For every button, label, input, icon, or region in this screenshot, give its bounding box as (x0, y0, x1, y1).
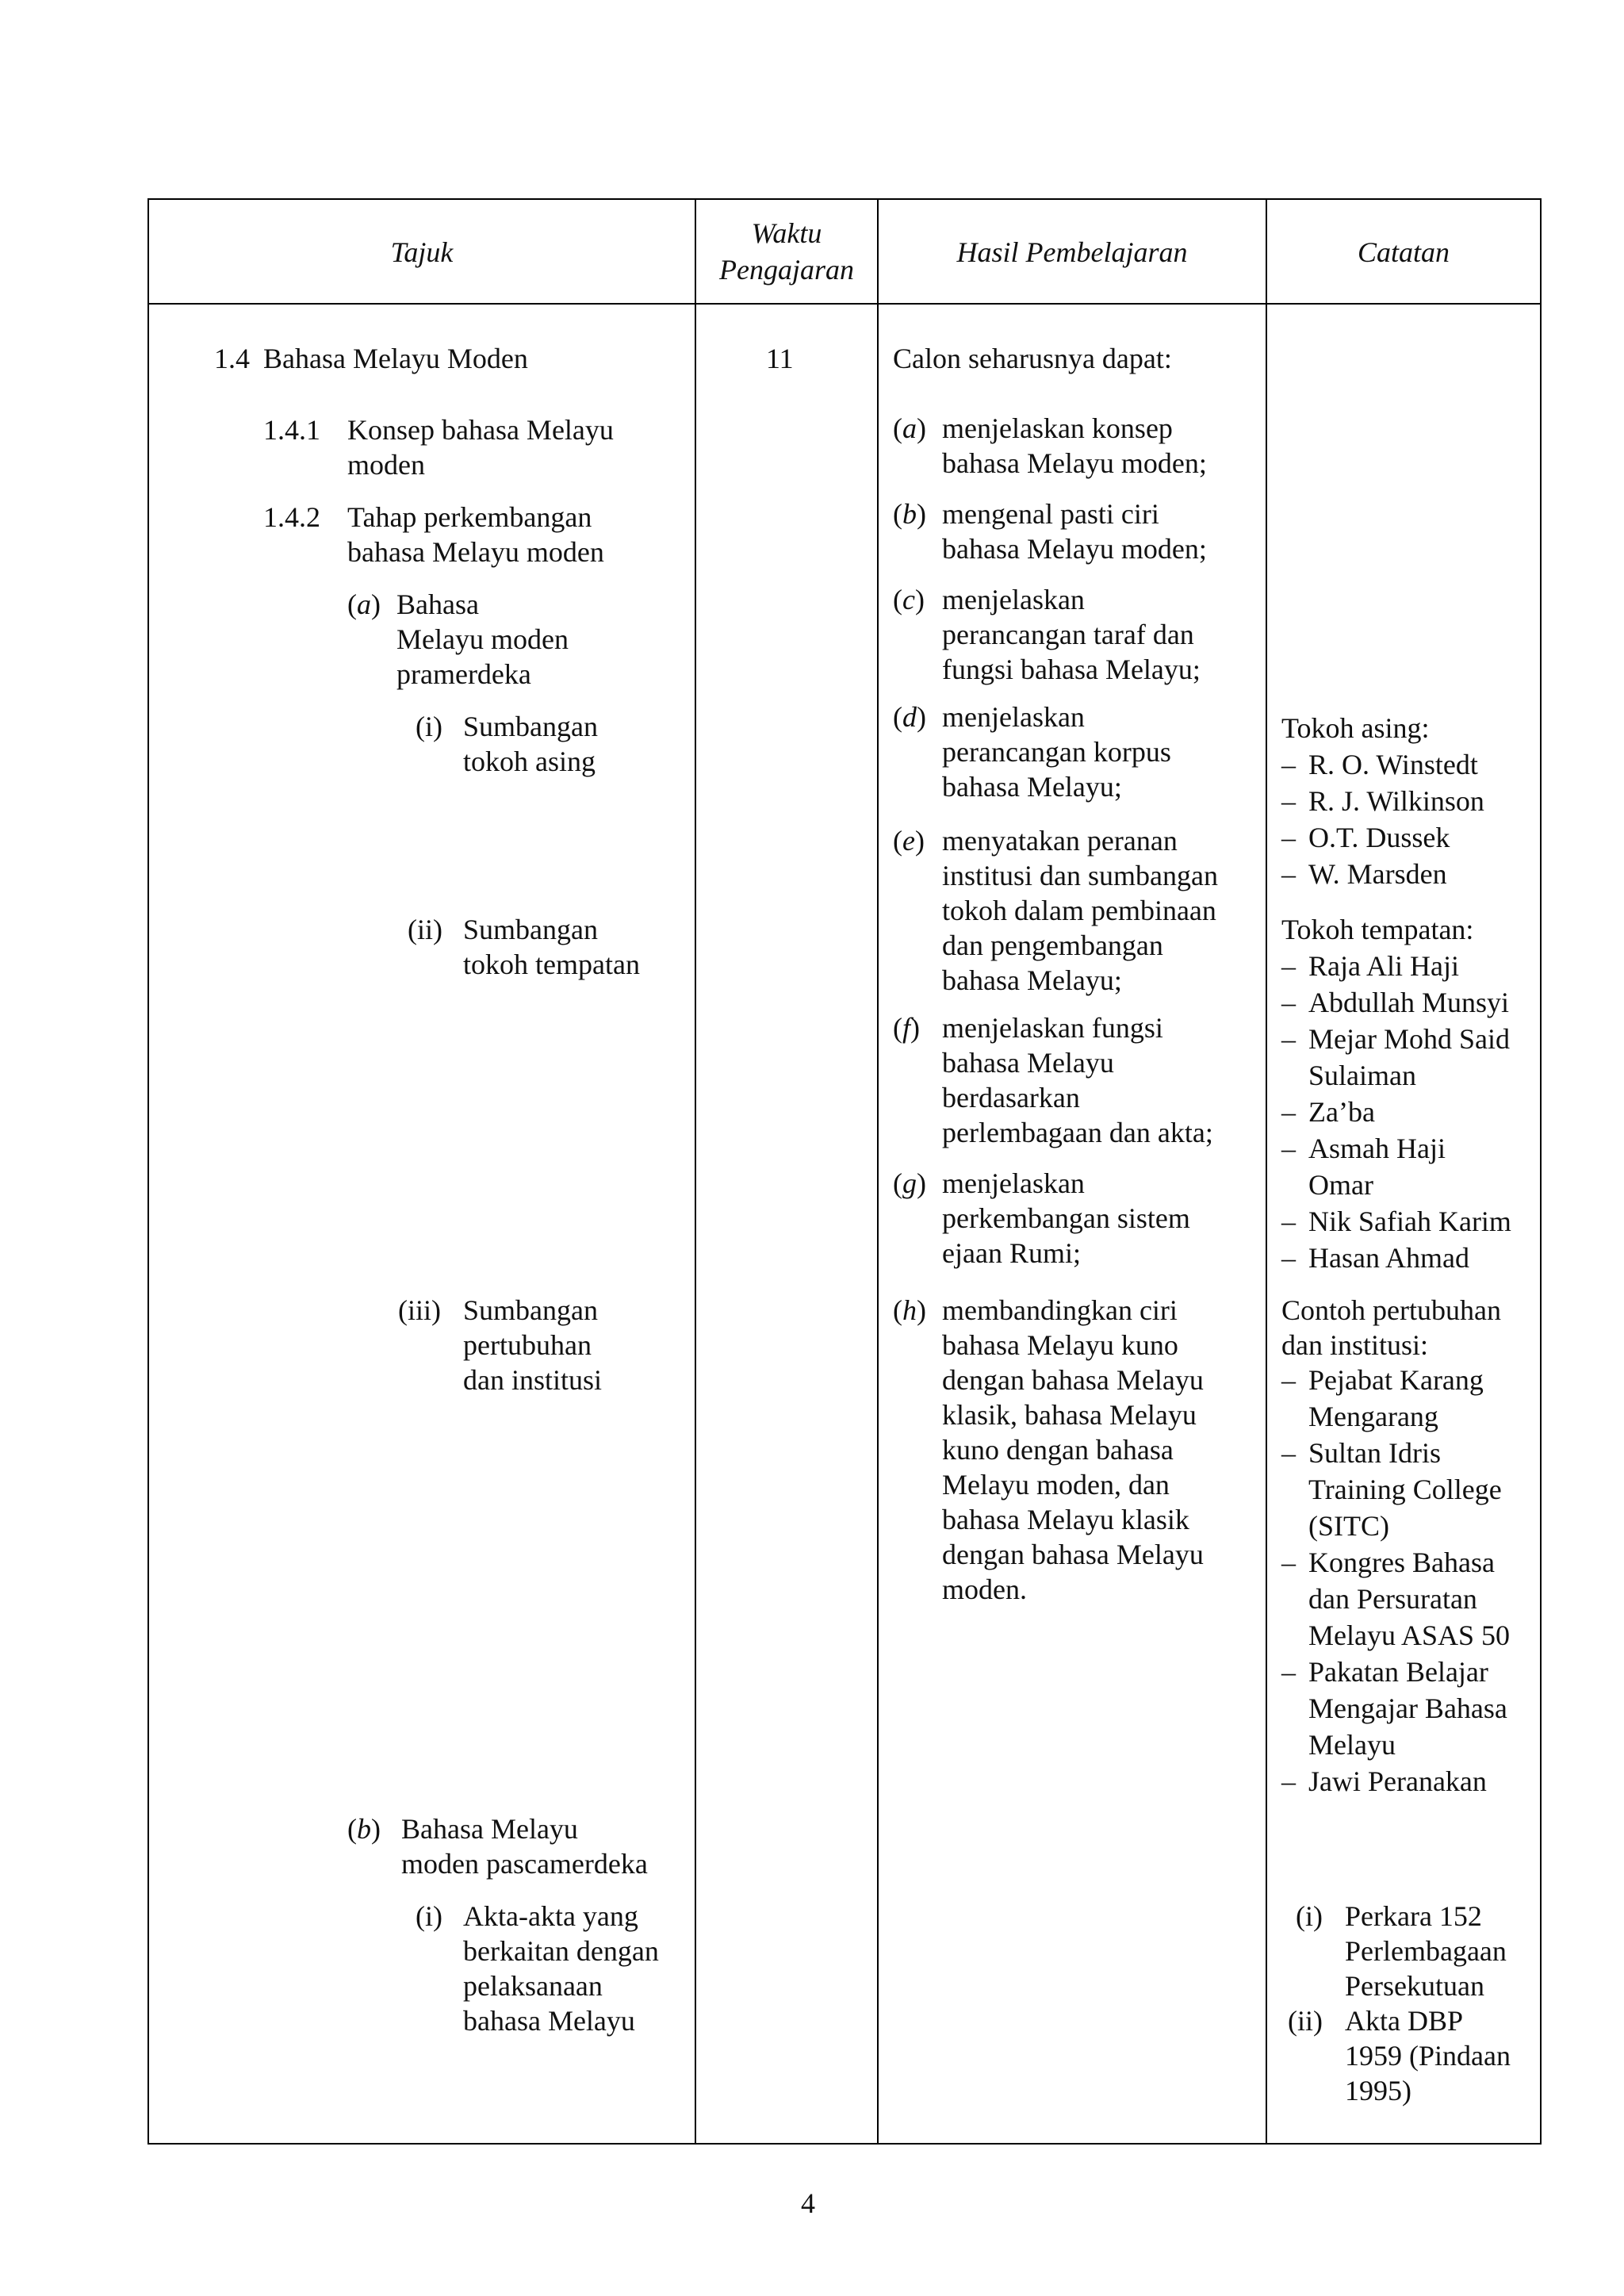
outcomes-intro: Calon seharusnya dapat: (893, 343, 1172, 374)
item-marker: (b) (347, 1813, 381, 1845)
subitem-marker: (i) (416, 711, 442, 742)
outcome-marker: (f) (893, 1012, 921, 1044)
outcome-text: perkembangan sistem (942, 1202, 1190, 1234)
notes-list-item: Melayu (1308, 1729, 1396, 1761)
notes-item: 1959 (Pindaan (1345, 2040, 1511, 2072)
outcome-text: tokoh dalam pembinaan (942, 895, 1216, 926)
outcome-text: moden. (942, 1573, 1027, 1605)
table-top-border (147, 198, 1542, 200)
notes-list-item: (SITC) (1308, 1510, 1389, 1542)
notes-list-item: – Hasan Ahmad (1308, 1240, 1469, 1275)
notes-heading: Tokoh tempatan: (1281, 914, 1474, 945)
header-waktu-line1: Waktu (751, 217, 822, 249)
notes-list-item: Omar (1308, 1169, 1373, 1201)
subitem-text: tokoh asing (463, 746, 596, 777)
subtopic-title: Konsep bahasa Melayu (347, 414, 614, 446)
outcome-marker: (b) (893, 498, 926, 530)
item-text: Bahasa Melayu (401, 1813, 578, 1845)
page-number: 4 (801, 2187, 815, 2219)
notes-list-item: – Nik Safiah Karim (1308, 1204, 1511, 1239)
notes-list-item: – Mejar Mohd Said (1308, 1022, 1510, 1056)
notes-list-item: – Abdullah Munsyi (1308, 985, 1509, 1020)
notes-marker: (ii) (1288, 2005, 1323, 2037)
outcome-marker: (a) (893, 412, 926, 444)
header-tajuk: Tajuk (390, 236, 454, 268)
outcome-text: menjelaskan (942, 1167, 1085, 1199)
outcome-marker: (e) (893, 825, 925, 857)
topic-title: Bahasa Melayu Moden (263, 343, 528, 374)
subitem-text: dan institusi (463, 1364, 603, 1396)
outcome-text: bahasa Melayu klasik (942, 1504, 1189, 1535)
outcome-text: perancangan korpus (942, 736, 1171, 768)
notes-list-item: – R. J. Wilkinson (1308, 784, 1484, 818)
outcome-text: dan pengembangan (942, 930, 1163, 961)
outcome-text: klasik, bahasa Melayu (942, 1399, 1197, 1431)
subitem-text: tokoh tempatan (463, 949, 640, 980)
table-right-border (1540, 198, 1542, 2145)
header-catatan: Catatan (1357, 236, 1450, 268)
subtopic-title: bahasa Melayu moden (347, 536, 604, 568)
notes-list-item: Mengajar Bahasa (1308, 1692, 1507, 1724)
notes-list-item: Sulaiman (1308, 1060, 1416, 1091)
notes-list-item: – Jawi Peranakan (1308, 1764, 1487, 1799)
notes-list-item: dan Persuratan (1308, 1583, 1477, 1615)
outcome-text: bahasa Melayu moden; (942, 447, 1207, 479)
notes-heading: Contoh pertubuhan (1281, 1294, 1501, 1326)
outcome-text: fungsi bahasa Melayu; (942, 654, 1201, 685)
subitem-text: berkaitan dengan (463, 1935, 659, 1967)
item-marker: (a) (347, 588, 381, 620)
notes-list-item: Melayu ASAS 50 (1308, 1619, 1511, 1651)
notes-list-item: – Raja Ali Haji (1308, 949, 1459, 983)
notes-list-item: – Pejabat Karang (1308, 1363, 1484, 1397)
notes-list-item: – Kongres Bahasa (1308, 1545, 1495, 1580)
notes-list-item: – O.T. Dussek (1308, 820, 1450, 855)
subitem-text: pertubuhan (463, 1329, 592, 1361)
outcome-text: menyatakan peranan (942, 825, 1178, 857)
item-text: moden pascamerdeka (401, 1848, 648, 1880)
outcome-text: bahasa Melayu (942, 1047, 1114, 1079)
notes-item: Akta DBP (1345, 2005, 1464, 2037)
teaching-hours: 11 (766, 343, 794, 374)
outcome-text: menjelaskan (942, 701, 1085, 733)
column-divider-1 (695, 198, 696, 2145)
notes-list-item: – R. O. Winstedt (1308, 747, 1478, 782)
outcome-text: dengan bahasa Melayu (942, 1539, 1204, 1570)
outcome-text: bahasa Melayu; (942, 771, 1122, 803)
outcome-text: ejaan Rumi; (942, 1237, 1081, 1269)
notes-list-item: Training College (1308, 1474, 1502, 1505)
item-text: Bahasa (396, 588, 479, 620)
subitem-text: Akta-akta yang (463, 1900, 638, 1932)
outcome-text: perancangan taraf dan (942, 619, 1194, 650)
column-divider-2 (877, 198, 879, 2145)
notes-item: Persekutuan (1345, 1970, 1484, 2002)
table-bottom-border (147, 2143, 1542, 2145)
outcome-text: bahasa Melayu moden; (942, 533, 1207, 565)
outcome-marker: (c) (893, 584, 925, 615)
outcome-text: berdasarkan (942, 1082, 1080, 1114)
notes-item: 1995) (1345, 2075, 1411, 2106)
item-text: Melayu moden (396, 623, 569, 655)
notes-list-item: – Pakatan Belajar (1308, 1654, 1488, 1689)
outcome-marker: (h) (893, 1294, 926, 1326)
outcome-text: bahasa Melayu; (942, 964, 1122, 996)
subitem-text: Sumbangan (463, 1294, 598, 1326)
subtopic-title: Tahap perkembangan (347, 501, 592, 533)
outcome-text: dengan bahasa Melayu (942, 1364, 1204, 1396)
subitem-text: Sumbangan (463, 914, 598, 945)
notes-heading: Tokoh asing: (1281, 712, 1430, 744)
outcome-marker: (d) (893, 701, 926, 733)
notes-item: Perkara 152 (1345, 1900, 1482, 1932)
outcome-text: institusi dan sumbangan (942, 860, 1218, 891)
notes-marker: (i) (1296, 1900, 1323, 1932)
subitem-text: bahasa Melayu (463, 2005, 635, 2037)
header-hasil: Hasil Pembelajaran (956, 236, 1188, 268)
notes-item: Perlembagaan (1345, 1935, 1507, 1967)
header-bottom-border (147, 303, 1542, 305)
outcome-marker: (g) (893, 1167, 926, 1199)
outcome-text: kuno dengan bahasa (942, 1434, 1174, 1466)
outcome-text: Melayu moden, dan (942, 1469, 1170, 1501)
outcome-text: menjelaskan fungsi (942, 1012, 1163, 1044)
outcome-text: bahasa Melayu kuno (942, 1329, 1178, 1361)
column-divider-3 (1266, 198, 1267, 2145)
outcome-text: menjelaskan (942, 584, 1085, 615)
notes-list-item: – W. Marsden (1308, 857, 1447, 891)
subitem-marker: (ii) (408, 914, 442, 945)
outcome-text: membandingkan ciri (942, 1294, 1178, 1326)
table-left-border (147, 198, 149, 2145)
subtopic-title: moden (347, 449, 425, 481)
subtopic-number: 1.4.2 (263, 501, 320, 533)
item-text: pramerdeka (396, 658, 531, 690)
notes-heading: dan institusi: (1281, 1329, 1429, 1361)
outcome-text: perlembagaan dan akta; (942, 1117, 1213, 1148)
outcome-text: menjelaskan konsep (942, 412, 1173, 444)
subtopic-number: 1.4.1 (263, 414, 320, 446)
outcome-text: mengenal pasti ciri (942, 498, 1159, 530)
notes-list-item: Mengarang (1308, 1401, 1438, 1432)
notes-list-item: – Sultan Idris (1308, 1435, 1441, 1470)
subitem-marker: (iii) (398, 1294, 441, 1326)
notes-list-item: – Za’ba (1308, 1094, 1375, 1129)
header-waktu-line2: Pengajaran (719, 254, 854, 286)
notes-list-item: – Asmah Haji (1308, 1131, 1446, 1166)
topic-number: 1.4 (214, 343, 250, 374)
subitem-text: pelaksanaan (463, 1970, 603, 2002)
subitem-text: Sumbangan (463, 711, 598, 742)
subitem-marker: (i) (416, 1900, 442, 1932)
